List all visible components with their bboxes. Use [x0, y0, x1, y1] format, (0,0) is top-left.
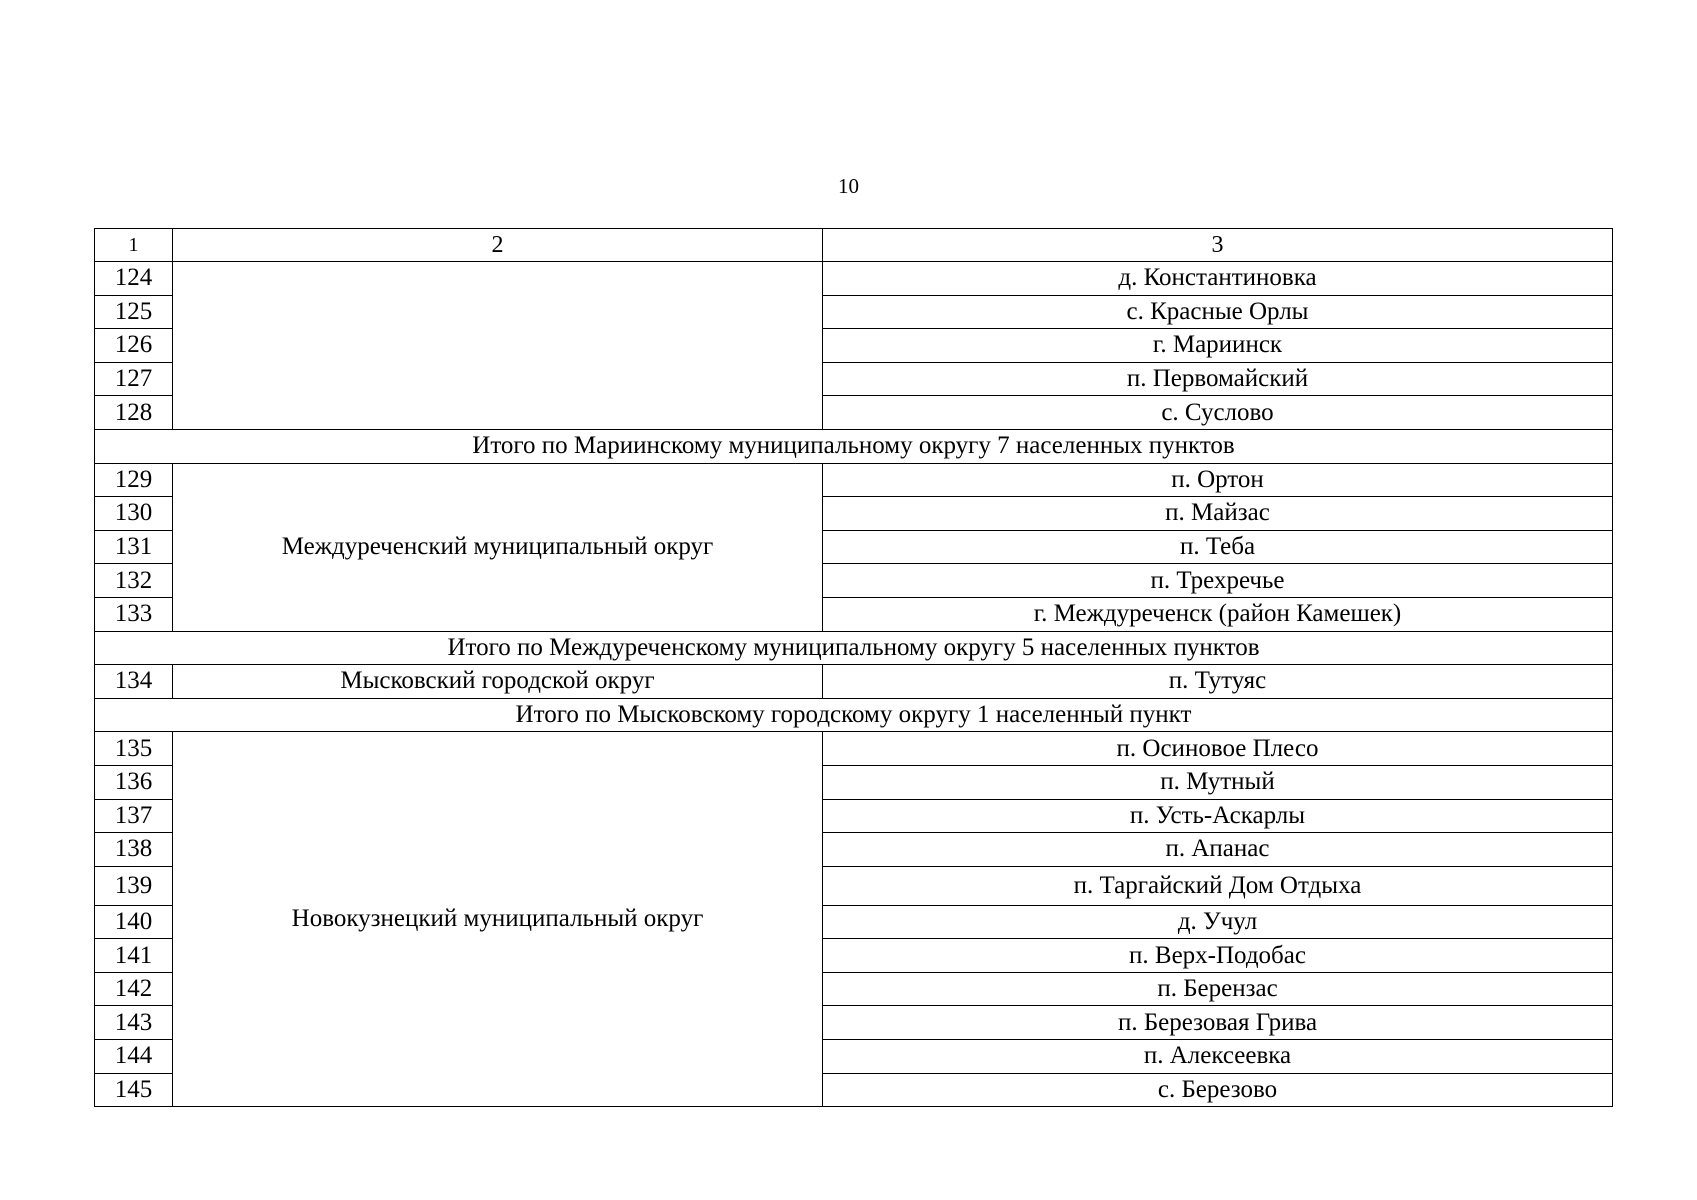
page-number: 10 [838, 174, 859, 198]
settlement-name: п. Алексеевка [823, 1040, 1613, 1074]
row-number: 134 [95, 665, 173, 699]
row-number: 142 [95, 972, 173, 1006]
row-number: 131 [95, 530, 173, 564]
settlement-name: п. Апанас [823, 833, 1613, 867]
row-number: 141 [95, 939, 173, 973]
row-number: 135 [95, 732, 173, 766]
district-cell: Новокузнецкий муниципальный округ [173, 732, 823, 1107]
total-row [95, 698, 1613, 732]
settlement-name: п. Таргайский Дом Отдыха [823, 866, 1613, 905]
table-row [95, 732, 1613, 766]
settlement-name: п. Первомайский [823, 362, 1613, 396]
settlement-name: г. Мариинск [823, 329, 1613, 363]
settlements-table [94, 228, 1613, 1107]
total-cell: Итого по Междуреченскому муниципальному округу 5 населенных пунктов [95, 631, 1613, 665]
table-row [95, 463, 1613, 497]
row-number: 128 [95, 396, 173, 430]
settlement-name: с. Суслово [823, 396, 1613, 430]
settlement-name: п. Верх-Подобас [823, 939, 1613, 973]
table-row [95, 262, 1613, 296]
settlement-name: г. Междуреченск (район Камешек) [823, 597, 1613, 631]
settlement-name: п. Тутуяс [823, 665, 1613, 699]
row-number: 143 [95, 1006, 173, 1040]
row-number: 125 [95, 295, 173, 329]
district-cell: Междуреченский муниципальный округ [173, 463, 823, 631]
row-number: 140 [95, 905, 173, 939]
total-cell: Итого по Мариинскому муниципальному округу 7 населенных пунктов [95, 429, 1613, 463]
settlement-name: д. Учул [823, 905, 1613, 939]
district-cell [173, 262, 823, 430]
row-number: 132 [95, 564, 173, 598]
settlement-name: п. Майзас [823, 497, 1613, 531]
row-number: 144 [95, 1040, 173, 1074]
settlement-name: п. Березовая Грива [823, 1006, 1613, 1040]
column-header-2: 2 [173, 229, 823, 262]
total-cell: Итого по Мысковскому городскому округу 1 населенный пункт [95, 698, 1613, 732]
row-number: 127 [95, 362, 173, 396]
settlement-name: п. Трехречье [823, 564, 1613, 598]
row-number: 130 [95, 497, 173, 531]
row-number: 133 [95, 597, 173, 631]
settlement-name: с. Красные Орлы [823, 295, 1613, 329]
district-cell: Мысковский городской округ [173, 665, 823, 699]
total-row [95, 631, 1613, 665]
settlement-name: п. Теба [823, 530, 1613, 564]
settlement-name: п. Усть-Аскарлы [823, 799, 1613, 833]
row-number: 137 [95, 799, 173, 833]
total-row [95, 429, 1613, 463]
column-header-3: 3 [823, 229, 1613, 262]
row-number: 138 [95, 833, 173, 867]
row-number: 124 [95, 262, 173, 296]
row-number: 129 [95, 463, 173, 497]
settlement-name: с. Березово [823, 1073, 1613, 1107]
settlement-name: д. Константиновка [823, 262, 1613, 296]
settlement-name: п. Мутный [823, 765, 1613, 799]
settlement-name: п. Ортон [823, 463, 1613, 497]
settlement-name: п. Осиновое Плесо [823, 732, 1613, 766]
settlement-name: п. Берензас [823, 972, 1613, 1006]
table-header-row [95, 229, 1613, 262]
column-header-1: 1 [95, 229, 173, 262]
row-number: 136 [95, 765, 173, 799]
table-row [95, 665, 1613, 699]
row-number: 145 [95, 1073, 173, 1107]
row-number: 126 [95, 329, 173, 363]
row-number: 139 [95, 866, 173, 905]
